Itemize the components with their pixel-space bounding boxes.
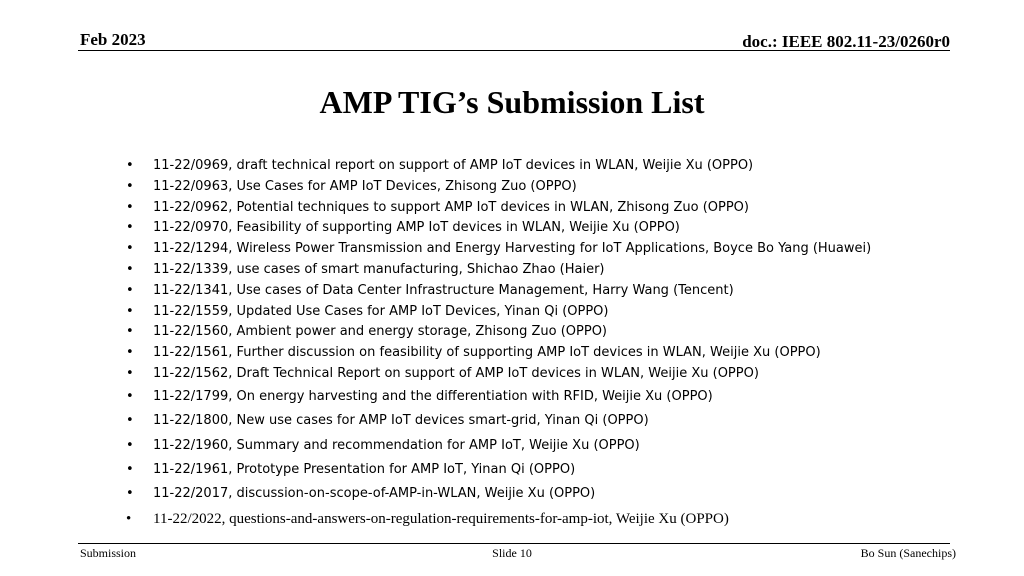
list-item [126, 156, 871, 177]
slide-title: AMP TIG’s Submission List [319, 84, 705, 120]
list-item-text: 11-22/1339, use cases of smart manufacturing, Shichao Zhao (Haier) [153, 261, 605, 277]
list-item-text: 11-22/1960, Summary and recommendation for AMP IoT, Weijie Xu (OPPO) [153, 437, 640, 453]
list-item-text: 11-22/1560, Ambient power and energy storage, Zhisong Zuo (OPPO) [153, 324, 607, 340]
footer-divider [78, 543, 950, 544]
list-item [126, 385, 871, 409]
bullet-icon: • [126, 303, 134, 319]
bullet-icon: • [126, 413, 134, 429]
list-item [126, 458, 871, 482]
bullet-icon: • [126, 261, 134, 277]
list-item [126, 482, 871, 506]
list-item [126, 302, 871, 323]
bullet-icon: • [126, 510, 132, 527]
list-item [126, 260, 871, 281]
list-item [126, 281, 871, 302]
list-item [126, 343, 871, 364]
header-date: Feb 2023 [80, 30, 146, 49]
bullet-icon: • [126, 437, 134, 453]
list-item [126, 218, 871, 239]
list-item-text: 11-22/0969, draft technical report on support of AMP IoT devices in WLAN, Weijie Xu (OPPO) [153, 158, 754, 173]
list-item-text: 11-22/0962, Potential techniques to support AMP IoT devices in WLAN, Zhisong Zuo (OPPO) [153, 199, 749, 215]
bullet-icon: • [126, 388, 134, 404]
bullet-icon: • [126, 365, 134, 381]
list-item-text: 11-22/1800, New use cases for AMP IoT devices smart-grid, Yinan Qi (OPPO) [153, 413, 649, 429]
footer-slide-number: Slide 10 [492, 546, 532, 560]
list-item-text: 11-22/1561, Further discussion on feasibility of supporting AMP IoT devices in WLAN, Weijie Xu (OPPO) [153, 345, 821, 361]
list-item-text: 11-22/1294, Wireless Power Transmission and Energy Harvesting for IoT Applications, Boyce Bo Yang (Huawei) [153, 241, 872, 257]
list-item-text: 11-22/1559, Updated Use Cases for AMP IoT Devices, Yinan Qi (OPPO) [153, 303, 609, 319]
submission-list [126, 156, 871, 531]
list-item [126, 239, 871, 260]
list-item [126, 198, 871, 219]
bullet-icon: • [126, 199, 134, 215]
header-doc-id: doc.: IEEE 802.11-23/0260r0 [742, 32, 950, 51]
bullet-icon: • [126, 345, 134, 361]
list-item [126, 322, 871, 343]
list-item [126, 507, 871, 531]
list-item [126, 409, 871, 433]
list-item [126, 177, 871, 198]
bullet-icon: • [126, 461, 134, 477]
header-divider [78, 50, 950, 51]
list-item [126, 364, 871, 385]
list-item-text: 11-22/1562, Draft Technical Report on support of AMP IoT devices in WLAN, Weijie Xu (OPPO) [153, 365, 759, 381]
list-item-text: 11-22/0970, Feasibility of supporting AMP IoT devices in WLAN, Weijie Xu (OPPO) [153, 220, 680, 236]
bullet-icon: • [126, 220, 134, 236]
list-item [126, 434, 871, 458]
footer-submission: Submission [80, 546, 137, 560]
list-item-text: 11-22/2022, questions-and-answers-on-regulation-requirements-for-amp-iot, Weijie Xu (OPPO) [153, 510, 729, 527]
bullet-icon: • [126, 241, 134, 257]
bullet-icon: • [126, 486, 134, 502]
bullet-icon: • [126, 178, 134, 194]
list-item-text: 11-22/2017, discussion-on-scope-of-AMP-in-WLAN, Weijie Xu (OPPO) [153, 486, 596, 502]
list-item-text: 11-22/0963, Use Cases for AMP IoT Devices, Zhisong Zuo (OPPO) [153, 178, 577, 194]
bullet-icon: • [126, 158, 134, 173]
bullet-icon: • [126, 324, 134, 340]
list-item-text: 11-22/1799, On energy harvesting and the differentiation with RFID, Weijie Xu (OPPO) [153, 388, 713, 404]
list-item-text: 11-22/1341, Use cases of Data Center Infrastructure Management, Harry Wang (Tencent) [153, 282, 734, 298]
list-item-text: 11-22/1961, Prototype Presentation for AMP IoT, Yinan Qi (OPPO) [153, 461, 576, 477]
bullet-icon: • [126, 282, 134, 298]
footer-author: Bo Sun (Sanechips) [860, 546, 956, 560]
